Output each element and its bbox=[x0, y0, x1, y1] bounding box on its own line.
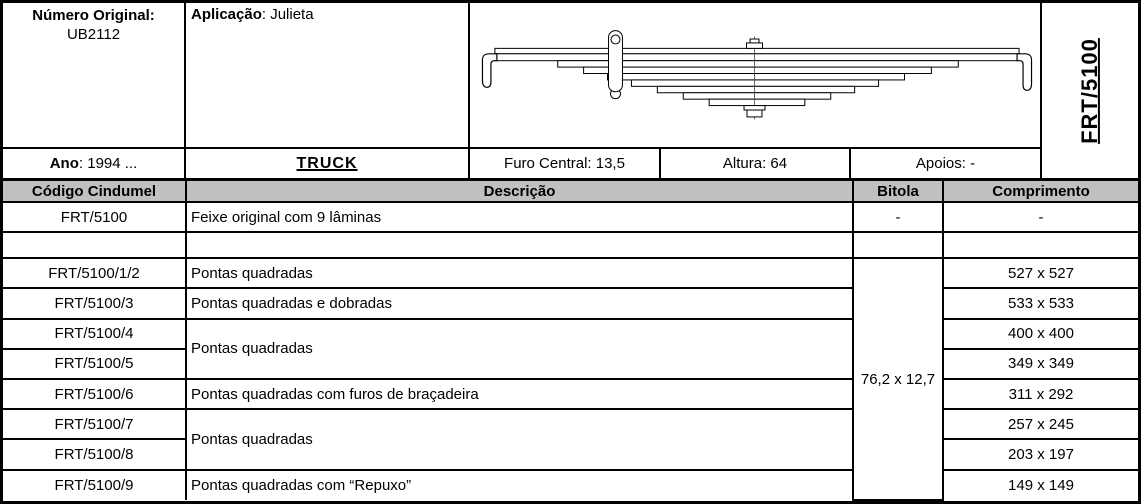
table-row bbox=[3, 470, 1138, 500]
leaf-spring-diagram bbox=[470, 3, 1042, 149]
comprimento-cell bbox=[943, 232, 1138, 258]
leaf bbox=[584, 67, 932, 73]
column-header-codigo: Código Cindumel bbox=[3, 180, 186, 202]
description-cell: Pontas quadradas bbox=[186, 409, 853, 469]
leaf bbox=[683, 93, 830, 99]
column-header-descricao: Descrição bbox=[186, 180, 853, 202]
bitola-cell bbox=[853, 232, 943, 258]
spacer-row bbox=[3, 232, 1138, 258]
leaf bbox=[495, 48, 1019, 53]
leaf bbox=[495, 54, 1018, 61]
description-cell: Pontas quadradas com “Repuxo” bbox=[186, 470, 853, 500]
comprimento-cell: - bbox=[943, 202, 1138, 232]
table-row bbox=[3, 258, 1138, 288]
description-cell: Feixe original com 9 lâminas bbox=[186, 202, 853, 232]
numero-original-value: UB2112 bbox=[66, 26, 121, 43]
leaf bbox=[657, 86, 854, 92]
comprimento-cell: 311 x 292 bbox=[943, 379, 1138, 409]
description-cell: Pontas quadradas com furos de braçadeira bbox=[186, 379, 853, 409]
table-header-row bbox=[3, 180, 1138, 202]
leaf bbox=[608, 74, 905, 80]
column-header-comprimento: Comprimento bbox=[943, 180, 1138, 202]
leaf bbox=[631, 80, 878, 86]
bitola-cell: - bbox=[853, 202, 943, 232]
description-cell: Pontas quadradas bbox=[186, 258, 853, 288]
comprimento-cell: 203 x 197 bbox=[943, 439, 1138, 469]
description-cell: Pontas quadradas e dobradas bbox=[186, 288, 853, 318]
table-row bbox=[3, 409, 1138, 439]
dimensions-strip bbox=[470, 149, 1042, 179]
aplicacao-label: Aplicação bbox=[191, 6, 262, 23]
column-header-bitola: Bitola bbox=[853, 180, 943, 202]
right-eye-curl bbox=[1017, 54, 1031, 90]
part-code-vertical-label: FRT/5100 bbox=[1077, 37, 1103, 144]
parts-table-wrap bbox=[3, 179, 1138, 501]
code-cell: FRT/5100/6 bbox=[3, 379, 186, 409]
code-cell: FRT/5100/9 bbox=[3, 470, 186, 500]
apoios-cell: Apoios: - bbox=[915, 155, 976, 172]
center-bolt-bottom-flange bbox=[744, 106, 765, 110]
ano-cell bbox=[3, 149, 186, 179]
parts-table bbox=[3, 179, 1138, 501]
left-eye-curl bbox=[482, 54, 496, 88]
code-cell: FRT/5100/3 bbox=[3, 288, 186, 318]
code-cell bbox=[3, 232, 186, 258]
vehicle-type-label: TRUCK bbox=[296, 154, 358, 172]
code-cell: FRT/5100/5 bbox=[3, 349, 186, 379]
comprimento-cell: 400 x 400 bbox=[943, 319, 1138, 349]
center-bolt-top-flange bbox=[747, 43, 763, 48]
table-row bbox=[3, 202, 1138, 232]
code-cell: FRT/5100 bbox=[3, 202, 186, 232]
comprimento-cell: 527 x 527 bbox=[943, 258, 1138, 288]
numero-original-label: Número Original: bbox=[32, 7, 155, 24]
leaf-spring-drawing bbox=[470, 3, 1040, 147]
numero-original-cell bbox=[3, 3, 186, 149]
code-cell: FRT/5100/7 bbox=[3, 409, 186, 439]
code-cell: FRT/5100/1/2 bbox=[3, 258, 186, 288]
description-cell bbox=[186, 232, 853, 258]
table-row bbox=[3, 319, 1138, 349]
ano-value: : 1994 ... bbox=[78, 155, 138, 172]
center-bolt-top-cap bbox=[750, 39, 759, 43]
code-cell: FRT/5100/4 bbox=[3, 319, 186, 349]
shackle-hole bbox=[611, 35, 620, 44]
vehicle-type-cell bbox=[186, 149, 470, 179]
comprimento-cell: 349 x 349 bbox=[943, 349, 1138, 379]
comprimento-cell: 257 x 245 bbox=[943, 409, 1138, 439]
altura-cell: Altura: 64 bbox=[661, 149, 851, 178]
aplicacao-cell bbox=[186, 3, 470, 149]
comprimento-cell: 533 x 533 bbox=[943, 288, 1138, 318]
description-cell: Pontas quadradas bbox=[186, 319, 853, 379]
part-header bbox=[3, 3, 1138, 179]
center-bolt-bottom-nut bbox=[747, 110, 762, 117]
furo-central-cell: Furo Central: 13,5 bbox=[470, 149, 661, 178]
comprimento-cell: 149 x 149 bbox=[943, 470, 1138, 500]
ano-label: Ano bbox=[49, 155, 79, 172]
bitola-cell: 76,2 x 12,7 bbox=[853, 258, 943, 500]
leaf bbox=[709, 99, 805, 105]
table-row bbox=[3, 288, 1138, 318]
part-code-box bbox=[1042, 3, 1138, 179]
aplicacao-value: : Julieta bbox=[261, 6, 314, 23]
table-row bbox=[3, 379, 1138, 409]
code-cell: FRT/5100/8 bbox=[3, 439, 186, 469]
